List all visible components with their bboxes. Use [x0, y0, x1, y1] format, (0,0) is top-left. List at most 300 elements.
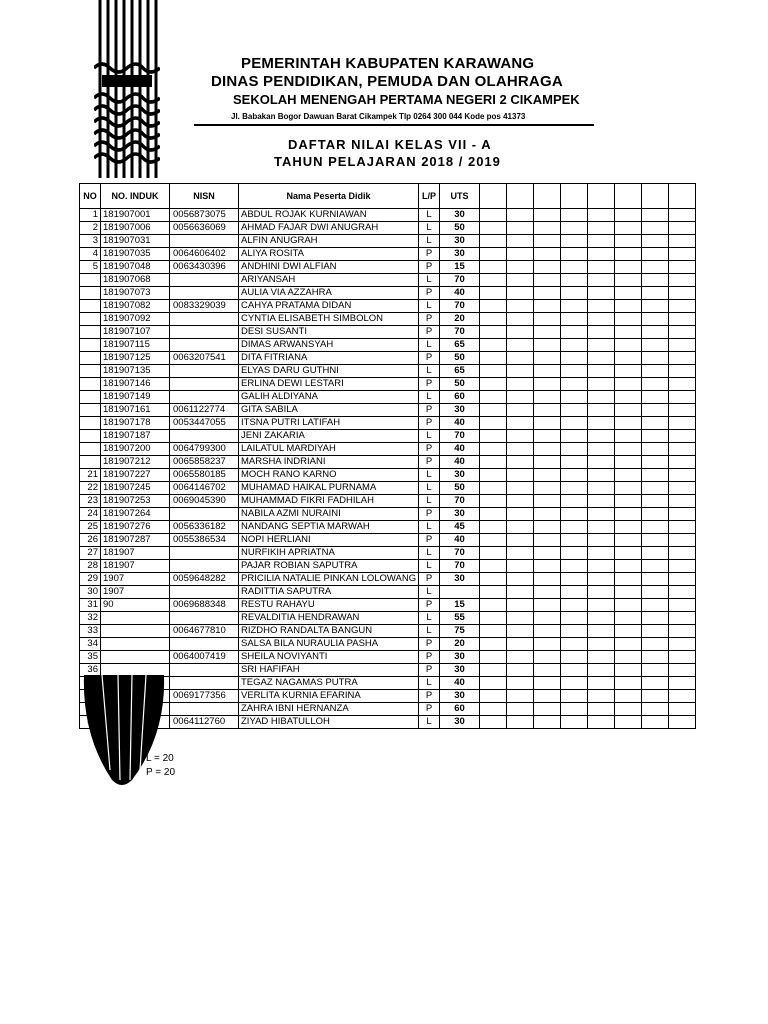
- cell-empty: [642, 313, 669, 326]
- cell-empty: [615, 300, 642, 313]
- cell-no: 36: [80, 664, 101, 677]
- cell-empty: [588, 625, 615, 638]
- cell-name: AULIA VIA AZZAHRA: [239, 287, 419, 300]
- cell-no: [80, 339, 101, 352]
- cell-empty: [615, 417, 642, 430]
- cell-nisn: [170, 560, 239, 573]
- cell-nisn: [170, 313, 239, 326]
- cell-empty: [507, 508, 534, 521]
- cell-uts: 65: [440, 365, 480, 378]
- cell-empty: [534, 547, 561, 560]
- cell-empty: [588, 326, 615, 339]
- cell-name: PAJAR ROBIAN SAPUTRA: [239, 560, 419, 573]
- cell-empty: [534, 495, 561, 508]
- cell-empty: [480, 508, 507, 521]
- cell-empty: [642, 482, 669, 495]
- cell-empty: [588, 560, 615, 573]
- cell-empty: [615, 547, 642, 560]
- cell-no: [80, 456, 101, 469]
- cell-empty: [615, 703, 642, 716]
- cell-uts: 30: [440, 508, 480, 521]
- cell-empty: [534, 677, 561, 690]
- cell-empty: [561, 547, 588, 560]
- cell-no: 30: [80, 586, 101, 599]
- cell-nisn: 0064677810: [170, 625, 239, 638]
- cell-lp: P: [419, 690, 440, 703]
- cell-empty: [561, 365, 588, 378]
- cell-empty: [561, 521, 588, 534]
- cell-empty: [507, 469, 534, 482]
- cell-empty: [615, 612, 642, 625]
- cell-empty: [615, 573, 642, 586]
- cell-empty: [507, 599, 534, 612]
- cell-empty: [561, 690, 588, 703]
- cell-empty: [480, 469, 507, 482]
- cell-induk: 90: [101, 599, 170, 612]
- cell-empty: [615, 287, 642, 300]
- cell-induk: 181907073: [101, 287, 170, 300]
- cell-empty: [642, 235, 669, 248]
- cell-nisn: 0056873075: [170, 209, 239, 222]
- cell-no: 21: [80, 469, 101, 482]
- header-rule: [194, 124, 594, 126]
- cell-empty: [480, 339, 507, 352]
- cell-uts: 15: [440, 599, 480, 612]
- cell-empty: [615, 508, 642, 521]
- cell-lp: L: [419, 521, 440, 534]
- cell-empty: [642, 209, 669, 222]
- cell-empty: [534, 365, 561, 378]
- cell-nisn: [170, 391, 239, 404]
- cell-empty: [615, 248, 642, 261]
- table-row: [80, 222, 696, 235]
- cell-empty: [642, 547, 669, 560]
- cell-nisn: 0069045390: [170, 495, 239, 508]
- cell-nisn: 0061122774: [170, 404, 239, 417]
- cell-empty: [588, 586, 615, 599]
- table-row: [80, 638, 696, 651]
- cell-name: MARSHA INDRIANI: [239, 456, 419, 469]
- cell-induk: 181907068: [101, 274, 170, 287]
- cell-uts: 50: [440, 222, 480, 235]
- cell-empty: [642, 716, 669, 729]
- cell-empty: [507, 495, 534, 508]
- cell-empty: [507, 703, 534, 716]
- header-empty: [561, 184, 588, 209]
- emblem-logo-icon: [94, 0, 160, 178]
- cell-empty: [588, 690, 615, 703]
- cell-induk: 181907001: [101, 209, 170, 222]
- cell-empty: [669, 677, 696, 690]
- cell-induk: [101, 612, 170, 625]
- cell-uts: 60: [440, 391, 480, 404]
- cell-name: MOCH RANO KARNO: [239, 469, 419, 482]
- cell-empty: [561, 391, 588, 404]
- cell-empty: [615, 209, 642, 222]
- cell-empty: [615, 261, 642, 274]
- header-nisn: NISN: [170, 184, 239, 209]
- cell-name: NURFIKIH APRIATNA: [239, 547, 419, 560]
- cell-empty: [561, 248, 588, 261]
- table-row: [80, 209, 696, 222]
- cell-empty: [588, 209, 615, 222]
- department-title: DINAS PENDIDIKAN, PEMUDA DAN OLAHRAGA: [211, 73, 563, 90]
- cell-name: MUHAMAD HAIKAL PURNAMA: [239, 482, 419, 495]
- cell-no: 24: [80, 508, 101, 521]
- cell-empty: [534, 248, 561, 261]
- cell-nisn: 0065580185: [170, 469, 239, 482]
- cell-empty: [642, 651, 669, 664]
- cell-induk: 181907187: [101, 430, 170, 443]
- cell-empty: [561, 703, 588, 716]
- cell-empty: [669, 690, 696, 703]
- cell-lp: L: [419, 274, 440, 287]
- cell-empty: [507, 443, 534, 456]
- table-row: [80, 573, 696, 586]
- cell-empty: [588, 651, 615, 664]
- cell-empty: [534, 586, 561, 599]
- cell-uts: 65: [440, 339, 480, 352]
- cell-empty: [561, 326, 588, 339]
- cell-uts: 70: [440, 326, 480, 339]
- academic-year: TAHUN PELAJARAN 2018 / 2019: [274, 154, 501, 169]
- cell-no: [80, 391, 101, 404]
- cell-induk: 181907: [101, 547, 170, 560]
- cell-empty: [588, 521, 615, 534]
- cell-uts: [440, 586, 480, 599]
- cell-nisn: 0083329039: [170, 300, 239, 313]
- cell-empty: [507, 573, 534, 586]
- cell-uts: 70: [440, 560, 480, 573]
- cell-no: 31: [80, 599, 101, 612]
- cell-lp: P: [419, 599, 440, 612]
- cell-empty: [561, 586, 588, 599]
- cell-empty: [480, 248, 507, 261]
- cell-empty: [507, 248, 534, 261]
- table-row: [80, 508, 696, 521]
- cell-name: NOPI HERLIANI: [239, 534, 419, 547]
- cell-empty: [615, 560, 642, 573]
- cell-empty: [534, 521, 561, 534]
- cell-no: 28: [80, 560, 101, 573]
- cell-uts: 55: [440, 612, 480, 625]
- cell-empty: [588, 222, 615, 235]
- header-empty: [642, 184, 669, 209]
- cell-empty: [534, 534, 561, 547]
- cell-name: ABDUL ROJAK KURNIAWAN: [239, 209, 419, 222]
- cell-empty: [588, 391, 615, 404]
- cell-nisn: 0065858237: [170, 456, 239, 469]
- cell-empty: [507, 586, 534, 599]
- cell-uts: 30: [440, 664, 480, 677]
- cell-empty: [642, 443, 669, 456]
- cell-nisn: [170, 287, 239, 300]
- cell-empty: [642, 690, 669, 703]
- cell-nisn: [170, 547, 239, 560]
- table-row: [80, 703, 696, 716]
- cell-name: NANDANG SEPTIA MARWAH: [239, 521, 419, 534]
- cell-name: NABILA AZMI NURAINI: [239, 508, 419, 521]
- cell-empty: [642, 495, 669, 508]
- cell-empty: [669, 222, 696, 235]
- cell-empty: [561, 222, 588, 235]
- cell-lp: P: [419, 287, 440, 300]
- cell-induk: 181907082: [101, 300, 170, 313]
- cell-empty: [642, 300, 669, 313]
- cell-empty: [507, 417, 534, 430]
- cell-lp: L: [419, 612, 440, 625]
- cell-empty: [480, 534, 507, 547]
- cell-empty: [588, 664, 615, 677]
- table-row: [80, 417, 696, 430]
- header-empty: [534, 184, 561, 209]
- cell-empty: [588, 404, 615, 417]
- cell-empty: [615, 586, 642, 599]
- cell-nisn: [170, 430, 239, 443]
- cell-empty: [561, 313, 588, 326]
- cell-empty: [669, 521, 696, 534]
- cell-empty: [642, 365, 669, 378]
- cell-nisn: 0064007419: [170, 651, 239, 664]
- cell-empty: [534, 261, 561, 274]
- cell-empty: [534, 612, 561, 625]
- cell-no: 32: [80, 612, 101, 625]
- cell-empty: [534, 703, 561, 716]
- cell-empty: [615, 313, 642, 326]
- cell-no: [80, 430, 101, 443]
- cell-empty: [507, 625, 534, 638]
- cell-empty: [534, 235, 561, 248]
- cell-empty: [642, 222, 669, 235]
- cell-empty: [561, 443, 588, 456]
- cell-empty: [642, 469, 669, 482]
- cell-empty: [615, 495, 642, 508]
- cell-name: SALSA BILA NURAULIA PASHA: [239, 638, 419, 651]
- school-name: SEKOLAH MENENGAH PERTAMA NEGERI 2 CIKAMPEK: [233, 92, 580, 107]
- cell-name: ZAHRA IBNI HERNANZA: [239, 703, 419, 716]
- cell-empty: [480, 365, 507, 378]
- cell-empty: [669, 352, 696, 365]
- cell-empty: [507, 716, 534, 729]
- cell-nisn: 0056336182: [170, 521, 239, 534]
- cell-empty: [669, 326, 696, 339]
- cell-name: DITA FITRIANA: [239, 352, 419, 365]
- cell-no: 3: [80, 235, 101, 248]
- cell-lp: L: [419, 365, 440, 378]
- cell-empty: [669, 651, 696, 664]
- table-row: [80, 352, 696, 365]
- cell-empty: [669, 625, 696, 638]
- cell-uts: 20: [440, 313, 480, 326]
- cell-nisn: 0059648282: [170, 573, 239, 586]
- cell-empty: [615, 391, 642, 404]
- cell-lp: P: [419, 573, 440, 586]
- cell-empty: [615, 651, 642, 664]
- cell-empty: [669, 469, 696, 482]
- table-row: [80, 586, 696, 599]
- cell-empty: [615, 599, 642, 612]
- cell-induk: 181907031: [101, 235, 170, 248]
- cell-empty: [615, 443, 642, 456]
- cell-empty: [561, 625, 588, 638]
- cell-induk: 181907092: [101, 313, 170, 326]
- cell-empty: [669, 560, 696, 573]
- table-row: [80, 664, 696, 677]
- cell-name: SRI HAFIFAH: [239, 664, 419, 677]
- table-row: [80, 443, 696, 456]
- cell-empty: [534, 573, 561, 586]
- cell-lp: P: [419, 261, 440, 274]
- cell-empty: [615, 222, 642, 235]
- cell-empty: [507, 664, 534, 677]
- cell-no: 4: [80, 248, 101, 261]
- cell-empty: [534, 716, 561, 729]
- cell-lp: P: [419, 404, 440, 417]
- table-row: [80, 300, 696, 313]
- cell-empty: [534, 417, 561, 430]
- cell-empty: [480, 690, 507, 703]
- cell-empty: [669, 339, 696, 352]
- cell-empty: [561, 651, 588, 664]
- cell-empty: [480, 560, 507, 573]
- cell-empty: [480, 300, 507, 313]
- cell-induk: 181907264: [101, 508, 170, 521]
- table-row: [80, 313, 696, 326]
- cell-lp: P: [419, 326, 440, 339]
- cell-name: ITSNA PUTRI LATIFAH: [239, 417, 419, 430]
- cell-empty: [480, 495, 507, 508]
- cell-empty: [534, 209, 561, 222]
- cell-empty: [561, 573, 588, 586]
- cell-empty: [534, 391, 561, 404]
- cell-empty: [615, 430, 642, 443]
- cell-lp: L: [419, 430, 440, 443]
- cell-lp: P: [419, 443, 440, 456]
- cell-name: SHEILA NOVIYANTI: [239, 651, 419, 664]
- cell-empty: [615, 638, 642, 651]
- cell-empty: [642, 703, 669, 716]
- cell-empty: [588, 469, 615, 482]
- cell-no: [80, 326, 101, 339]
- table-row: [80, 391, 696, 404]
- cell-uts: 30: [440, 235, 480, 248]
- cell-uts: 40: [440, 287, 480, 300]
- cell-empty: [588, 365, 615, 378]
- cell-uts: 30: [440, 248, 480, 261]
- cell-empty: [480, 404, 507, 417]
- cell-empty: [669, 313, 696, 326]
- cell-induk: 181907245: [101, 482, 170, 495]
- cell-empty: [615, 690, 642, 703]
- cell-empty: [534, 560, 561, 573]
- cell-empty: [642, 560, 669, 573]
- cell-name: CAHYA PRATAMA DIDAN: [239, 300, 419, 313]
- cell-empty: [642, 638, 669, 651]
- cell-uts: 15: [440, 261, 480, 274]
- cell-name: PRICILIA NATALIE PINKAN LOLOWANG: [239, 573, 419, 586]
- cell-empty: [642, 274, 669, 287]
- cell-empty: [615, 235, 642, 248]
- cell-empty: [534, 352, 561, 365]
- cell-induk: 181907107: [101, 326, 170, 339]
- cell-empty: [507, 651, 534, 664]
- cell-nisn: [170, 235, 239, 248]
- cell-empty: [642, 508, 669, 521]
- cell-empty: [480, 664, 507, 677]
- cell-lp: P: [419, 703, 440, 716]
- cell-uts: 40: [440, 534, 480, 547]
- cell-induk: 181907253: [101, 495, 170, 508]
- cell-empty: [480, 235, 507, 248]
- cell-induk: 181907200: [101, 443, 170, 456]
- cell-nisn: [170, 638, 239, 651]
- cell-empty: [561, 352, 588, 365]
- cell-empty: [507, 534, 534, 547]
- cell-uts: 30: [440, 209, 480, 222]
- cell-empty: [588, 248, 615, 261]
- cell-no: 26: [80, 534, 101, 547]
- cell-empty: [561, 495, 588, 508]
- cell-empty: [642, 391, 669, 404]
- cell-uts: 70: [440, 495, 480, 508]
- cell-empty: [588, 417, 615, 430]
- cell-induk: 181907149: [101, 391, 170, 404]
- cell-empty: [507, 352, 534, 365]
- cell-name: RADITTIA SAPUTRA: [239, 586, 419, 599]
- cell-empty: [669, 287, 696, 300]
- cell-empty: [561, 274, 588, 287]
- cell-empty: [507, 391, 534, 404]
- cell-name: TEGAZ NAGAMAS PUTRA: [239, 677, 419, 690]
- cell-empty: [588, 274, 615, 287]
- cell-empty: [561, 677, 588, 690]
- cell-empty: [534, 443, 561, 456]
- grade-table-wrapper: [79, 183, 696, 729]
- cell-nisn: 0069177356: [170, 690, 239, 703]
- cell-empty: [642, 378, 669, 391]
- cell-empty: [534, 313, 561, 326]
- cell-lp: P: [419, 664, 440, 677]
- cell-nisn: 0064146702: [170, 482, 239, 495]
- cell-empty: [588, 599, 615, 612]
- cell-lp: L: [419, 560, 440, 573]
- table-row: [80, 651, 696, 664]
- cell-empty: [642, 248, 669, 261]
- cell-empty: [669, 495, 696, 508]
- cell-name: ELYAS DARU GUTHNI: [239, 365, 419, 378]
- cell-induk: 181907: [101, 560, 170, 573]
- table-row: [80, 287, 696, 300]
- cell-empty: [480, 391, 507, 404]
- cell-empty: [534, 599, 561, 612]
- cell-nisn: 0053447055: [170, 417, 239, 430]
- cell-empty: [588, 339, 615, 352]
- cell-empty: [615, 352, 642, 365]
- cell-empty: [480, 547, 507, 560]
- document-title: DAFTAR NILAI KELAS VII - A: [288, 137, 492, 152]
- cell-empty: [507, 612, 534, 625]
- cell-empty: [507, 547, 534, 560]
- cell-lp: L: [419, 482, 440, 495]
- cell-uts: 30: [440, 469, 480, 482]
- cell-empty: [480, 521, 507, 534]
- header-name: Nama Peserta Didik: [239, 184, 419, 209]
- header-empty: [669, 184, 696, 209]
- cell-empty: [507, 560, 534, 573]
- cell-uts: 40: [440, 443, 480, 456]
- cell-no: [80, 443, 101, 456]
- cell-empty: [480, 274, 507, 287]
